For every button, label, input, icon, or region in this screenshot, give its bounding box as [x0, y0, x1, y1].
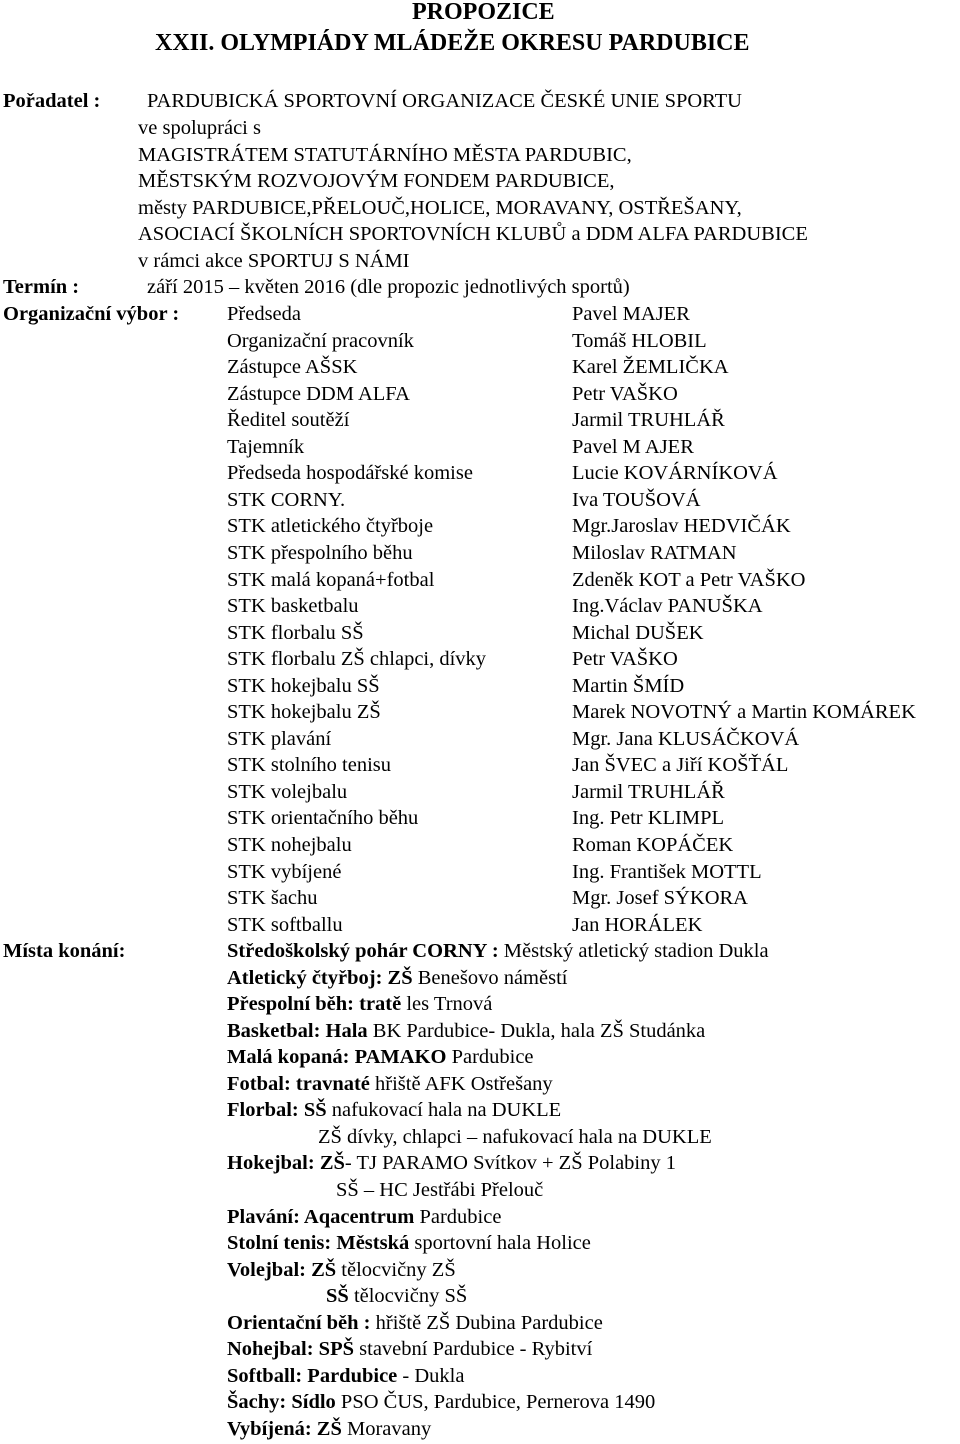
venue-place-text: Moravany: [341, 1417, 432, 1440]
committee-member-name: Ing. Petr KLIMPL: [572, 807, 725, 830]
venue-place-text: Pardubice: [414, 1205, 502, 1228]
venue-sport-label: Šachy: Sídlo: [227, 1391, 336, 1414]
committee-member-name: Pavel MAJER: [572, 303, 690, 325]
committee-member-name: Petr VAŠKO: [572, 382, 678, 405]
venue-place-text: - Dukla: [397, 1364, 465, 1387]
committee-member-name: Mgr. Jana KLUSÁČKOVÁ: [572, 727, 800, 750]
venue-row: [227, 1419, 431, 1440]
venue-place-text: SŠ – HC Jestřábi Přelouč: [336, 1178, 544, 1201]
committee-member-name: Michal DUŠEK: [572, 621, 704, 644]
venue-row: [227, 1313, 603, 1334]
venue-row: [227, 941, 769, 962]
venue-sport-label: Nohejbal: SPŠ: [227, 1338, 355, 1361]
poradatel-line: městy PARDUBICE,PŘELOUČ,HOLICE, MORAVANY, OSTŘEŠANY,: [138, 197, 742, 219]
venue-row: [227, 1100, 561, 1121]
venue-row: [227, 994, 492, 1015]
committee-role: STK plavání: [227, 727, 332, 750]
poradatel-line: v rámci akce SPORTUJ S NÁMI: [138, 250, 410, 272]
committee-role: STK vybíjené: [227, 860, 342, 883]
document-title: PROPOZICE: [412, 0, 555, 25]
committee-member-name: Lucie KOVÁRNÍKOVÁ: [572, 462, 778, 485]
committee-role: Zástupce AŠSK: [227, 356, 358, 379]
committee-role: STK nohejbalu: [227, 834, 352, 856]
committee-member-name: Ing. František MOTTL: [572, 860, 762, 883]
committee-role: STK atletického čtyřboje: [227, 515, 434, 538]
venue-place-text: hřiště AFK Ostřešany: [369, 1072, 553, 1095]
venue-sport-label: Středoškolský pohár CORNY :: [227, 940, 499, 962]
committee-member-name: Mgr. Josef SÝKORA: [572, 887, 748, 910]
venue-row: [227, 1366, 464, 1387]
venue-place-text: Pardubice: [446, 1046, 534, 1069]
poradatel-line: MAGISTRÁTEM STATUTÁRNÍHO MĚSTA PARDUBIC,: [138, 144, 632, 166]
committee-member-name: Marek NOVOTNÝ a Martin KOMÁREK: [572, 701, 916, 724]
venue-row: [227, 968, 567, 989]
committee-member-name: Iva TOUŠOVÁ: [572, 488, 701, 511]
venue-row: [227, 1207, 501, 1228]
committee-member-name: Jarmil TRUHLÁŘ: [572, 780, 725, 803]
poradatel-line: PARDUBICKÁ SPORTOVNÍ ORGANIZACE ČESKÉ UNIE SPORTU: [147, 90, 742, 112]
committee-member-name: Pavel M AJER: [572, 435, 694, 458]
committee-member-name: Jan ŠVEC a Jiří KOŠŤÁL: [572, 754, 789, 777]
poradatel-line: ve spolupráci s: [138, 117, 261, 139]
committee-role: STK florbalu SŠ: [227, 621, 364, 644]
venue-sport-label: Volejbal: ZŠ: [227, 1258, 337, 1281]
venue-place-text: - TJ PARAMO Svítkov + ZŠ Polabiny 1: [344, 1152, 676, 1175]
venue-row: [326, 1286, 467, 1307]
committee-member-name: Mgr.Jaroslav HEDVIČÁK: [572, 515, 791, 538]
venue-sport-label: Plavání: Aqacentrum: [227, 1205, 415, 1228]
venue-sport-label: Stolní tenis: Městská: [227, 1232, 410, 1255]
venue-place-text: stavební Pardubice - Rybitví: [354, 1338, 593, 1361]
venue-place-text: PSO ČUS, Pardubice, Pernerova 1490: [335, 1391, 656, 1414]
committee-role: Tajemník: [227, 435, 305, 458]
committee-member-name: Ing.Václav PANUŠKA: [572, 595, 763, 618]
committee-member-name: Karel ŽEMLIČKA: [572, 356, 729, 379]
committee-role: STK florbalu ZŠ chlapci, dívky: [227, 648, 487, 671]
committee-member-name: Tomáš HLOBIL: [572, 329, 707, 352]
document-subtitle: XXII. OLYMPIÁDY MLÁDEŽE OKRESU PARDUBICE: [155, 30, 750, 56]
venue-place-text: hřiště ZŠ Dubina Pardubice: [370, 1311, 603, 1334]
mista-label: Místa konání:: [3, 940, 126, 962]
venue-place-text: Městský atletický stadion Dukla: [498, 940, 769, 962]
venue-row: [227, 1339, 592, 1360]
termin-label: Termín :: [3, 276, 80, 298]
venue-row: [227, 1021, 705, 1042]
committee-role: Ředitel soutěží: [227, 409, 350, 432]
committee-role: STK hokejbalu ZŠ: [227, 701, 381, 724]
venue-sport-label: Hokejbal: ZŠ: [227, 1152, 345, 1175]
committee-role: Předseda hospodářské komise: [227, 462, 473, 485]
venue-sport-label: Fotbal: travnaté: [227, 1072, 370, 1095]
venue-row: [227, 1153, 676, 1174]
committee-role: STK stolního tenisu: [227, 754, 392, 777]
committee-member-name: Miloslav RATMAN: [572, 541, 737, 564]
venue-place-text: Benešovo náměstí: [412, 966, 568, 989]
poradatel-line: MĚSTSKÝM ROZVOJOVÝM FONDEM PARDUBICE,: [138, 170, 615, 192]
committee-role: Zástupce DDM ALFA: [227, 382, 410, 405]
venue-place-text: sportovní hala Holice: [409, 1232, 591, 1255]
venue-place-text: nafukovací hala na DUKLE: [326, 1099, 562, 1122]
venue-place-text: les Trnová: [401, 993, 493, 1016]
venue-sport-label: Atletický čtyřboj: ZŠ: [227, 966, 413, 989]
venue-sport-label: Softball: Pardubice: [227, 1364, 398, 1387]
venue-sport-label: Malá kopaná: PAMAKO: [227, 1046, 447, 1069]
vybor-label: Organizační výbor :: [3, 303, 180, 325]
venue-row: [318, 1127, 712, 1148]
committee-role: STK malá kopaná+fotbal: [227, 568, 435, 591]
committee-role: STK softballu: [227, 913, 343, 936]
venue-place-text: ZŠ dívky, chlapci – nafukovací hala na DUKLE: [318, 1125, 712, 1148]
committee-role: STK hokejbalu SŠ: [227, 674, 380, 697]
venue-sport-label: Vybíjená: ZŠ: [227, 1417, 342, 1440]
committee-role: Předseda: [227, 303, 302, 325]
venue-sport-label: Orientační běh :: [227, 1311, 371, 1334]
venue-sport-label: Basketbal: Hala: [227, 1019, 368, 1042]
committee-role: Organizační pracovník: [227, 329, 414, 352]
venue-sport-label: Florbal: SŠ: [227, 1099, 327, 1122]
committee-role: STK volejbalu: [227, 780, 348, 803]
venue-sport-label: SŠ: [326, 1285, 349, 1308]
committee-member-name: Jan HORÁLEK: [572, 913, 703, 936]
venue-row: [227, 1074, 553, 1095]
venue-place-text: tělocvičny SŠ: [348, 1285, 468, 1308]
committee-role: STK basketbalu: [227, 595, 359, 618]
committee-role: STK šachu: [227, 887, 318, 910]
committee-role: STK přespolního běhu: [227, 541, 413, 564]
committee-role: STK orientačního běhu: [227, 807, 419, 830]
committee-role: STK CORNY.: [227, 488, 346, 511]
venue-place-text: tělocvičny ZŠ: [336, 1258, 456, 1281]
committee-member-name: Petr VAŠKO: [572, 648, 678, 671]
venue-row: [227, 1260, 456, 1281]
committee-member-name: Jarmil TRUHLÁŘ: [572, 409, 725, 432]
venue-row: [227, 1233, 591, 1254]
termin-value: září 2015 – květen 2016 (dle propozic jednotlivých sportů): [147, 276, 630, 298]
committee-member-name: Zdeněk KOT a Petr VAŠKO: [572, 568, 806, 591]
venue-row: [227, 1392, 655, 1413]
venue-place-text: BK Pardubice- Dukla, hala ZŠ Studánka: [367, 1019, 706, 1042]
venue-sport-label: Přespolní běh: tratě: [227, 993, 402, 1016]
poradatel-line: ASOCIACÍ ŠKOLNÍCH SPORTOVNÍCH KLUBŮ a DDM ALFA PARDUBICE: [138, 223, 808, 245]
committee-member-name: Roman KOPÁČEK: [572, 834, 734, 856]
committee-member-name: Martin ŠMÍD: [572, 674, 685, 697]
venue-row: [336, 1180, 543, 1201]
poradatel-label: Pořadatel :: [3, 90, 101, 112]
venue-row: [227, 1047, 534, 1068]
